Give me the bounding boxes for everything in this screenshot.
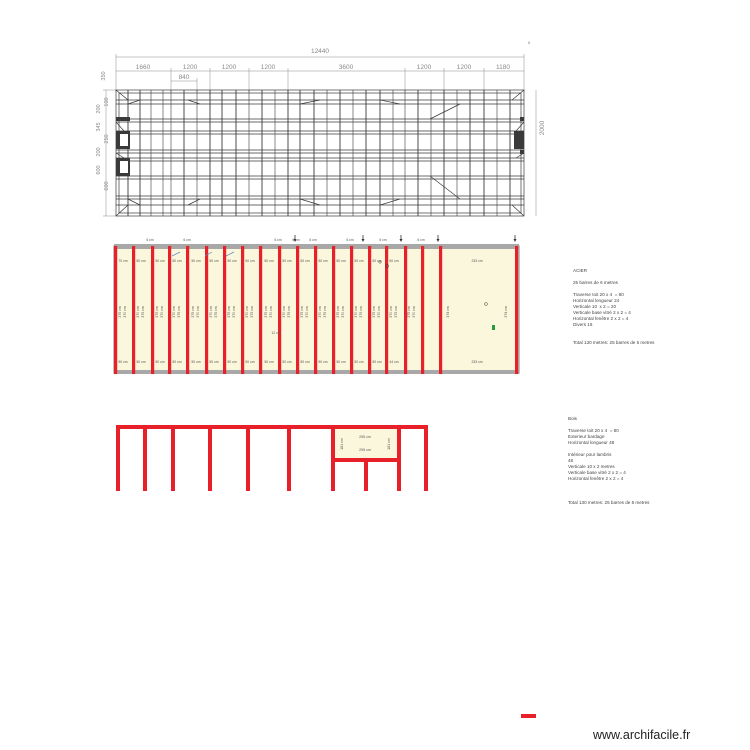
panel-height-label: 370 cm: [160, 306, 164, 318]
steel-bar: [314, 246, 317, 374]
steel-bar: [368, 246, 371, 374]
bois-notes: [568, 416, 649, 506]
gap-label: 6 cm: [379, 238, 387, 242]
segment-dim-label: 1200: [260, 64, 276, 71]
panel-height-label: 370 cm: [341, 306, 345, 318]
panel-height-label: 375 cm: [264, 306, 268, 318]
panel-top-label: 233 cm: [471, 259, 483, 263]
left-dim-label: 200: [96, 147, 102, 157]
panel-bottom-label: 50 cm: [282, 360, 292, 364]
steel-bar: [186, 246, 189, 374]
steel-bar: [332, 246, 335, 374]
panel-top-label: 50 cm: [300, 259, 310, 263]
panel-top-label: 50 cm: [389, 259, 399, 263]
bois-box-label: 181 cm: [387, 438, 391, 450]
panel-height-label: 370 cm: [282, 306, 286, 318]
panel-bottom-label: 50 cm: [354, 360, 364, 364]
panel-top-label: 50 cm: [245, 259, 255, 263]
panel-height-label: 370 cm: [318, 306, 322, 318]
frame-window-blocks: [116, 117, 524, 176]
panel-bottom-label: 50 cm: [245, 360, 255, 364]
steel-bar: [278, 246, 281, 374]
panel-height-label: 375 cm: [191, 306, 195, 318]
panel-top-label: 50 cm: [209, 259, 219, 263]
panel-height-label: 375 cm: [323, 306, 327, 318]
panel-bottom-label: 50 cm: [300, 360, 310, 364]
panel-height-label: 370 cm: [389, 306, 393, 318]
panel-top-label: 50 cm: [318, 259, 328, 263]
panel-height-label: 370 cm: [136, 306, 140, 318]
panel-top-label: 50 cm: [155, 259, 165, 263]
segment-dim-label: 1660: [135, 64, 151, 71]
corner-mark: 8: [527, 40, 531, 45]
panel-bottom-label: 50 cm: [136, 360, 146, 364]
arrow-marker: [400, 235, 403, 242]
note-line: Intérieur pour lambris: [568, 452, 612, 457]
watermark: www.archifacile.fr: [593, 728, 691, 742]
steel-bar: [421, 246, 424, 374]
segment-dim-label: 1200: [221, 64, 237, 71]
note-line: Exterieur bardage: [568, 434, 605, 439]
steel-bar: [205, 246, 208, 374]
panel-height-label: 375 cm: [336, 306, 340, 318]
note-line: Bois: [568, 416, 577, 421]
steel-bar: [223, 246, 226, 374]
steel-bar: [296, 246, 299, 374]
gap-label: 6 cm: [417, 238, 425, 242]
panel-height-label: 375 cm: [155, 306, 159, 318]
gap-label: 6 cm: [309, 238, 317, 242]
note-line: Verticale base vitré 2 x 2 = 4: [568, 470, 626, 475]
left-dim-label: 345: [96, 122, 102, 132]
panel-bottom-label: 50 cm: [172, 360, 182, 364]
steel-bar: [350, 246, 353, 374]
panel-height-label: 370 cm: [123, 306, 127, 318]
panel-height-label: 375 cm: [118, 306, 122, 318]
segment-dim-label: 1200: [456, 64, 472, 71]
panel-top-label: 50 cm: [264, 259, 274, 263]
panel-height-label: 375 cm: [214, 306, 218, 318]
sub-dim-label: 840: [178, 74, 190, 81]
wide-panel-label: 374 cm: [504, 306, 508, 318]
panel-height-label: 375 cm: [250, 306, 254, 318]
steel-bar: [439, 246, 442, 374]
steel-bar: [168, 246, 171, 374]
bois-plan: [116, 425, 428, 491]
gap-label: 6 cm: [292, 238, 300, 242]
panel-bottom-label: 50 cm: [118, 360, 128, 364]
panel-height-label: 375 cm: [394, 306, 398, 318]
panel-height-label: 370 cm: [377, 306, 381, 318]
gap-label: 6 cm: [183, 238, 191, 242]
panel-height-label: 370 cm: [232, 306, 236, 318]
panel-bottom-label: 50 cm: [227, 360, 237, 364]
panel-bottom-label: 50 cm: [336, 360, 346, 364]
panel-top-label: 50 cm: [354, 259, 364, 263]
segment-dim-label: 3600: [338, 64, 354, 71]
panel-bottom-label: 50 cm: [155, 360, 165, 364]
bois-box-label: 295 cm: [359, 448, 371, 452]
steel-bar: [151, 246, 154, 374]
panel-height-label: 375 cm: [287, 306, 291, 318]
note-line: Horizontal longueur 24: [573, 298, 620, 303]
note-line: Horizontal longueur 48: [568, 440, 615, 445]
segment-dim-label: 1200: [182, 64, 198, 71]
panel-height-label: 375 cm: [407, 306, 411, 318]
left-dim-label: 350: [101, 71, 107, 81]
panel-top-label: 50 cm: [372, 259, 382, 263]
red-marker: [521, 714, 536, 718]
panel-top-label: 50 cm: [336, 259, 346, 263]
panel-bottom-label: 50 cm: [264, 360, 274, 364]
arrow-marker: [437, 235, 440, 242]
panel-height-label: 370 cm: [172, 306, 176, 318]
gap-label: 6 cm: [274, 238, 282, 242]
arrow-marker: [362, 235, 365, 242]
panel-top-label: 50 cm: [282, 259, 292, 263]
left-dim-label: 100: [104, 97, 110, 107]
panel-bottom-label: 233 cm: [471, 360, 483, 364]
panel-height-label: 370 cm: [245, 306, 249, 318]
gap-label: 6 cm: [346, 238, 354, 242]
panel-top-label: 70 cm: [118, 259, 128, 263]
panel-height-label: 370 cm: [354, 306, 358, 318]
wide-panel-label: 374 cm: [446, 306, 450, 318]
acier-panel-plan: [114, 235, 519, 374]
panel-height-label: 370 cm: [412, 306, 416, 318]
panel-height-label: 375 cm: [177, 306, 181, 318]
steel-bar: [515, 246, 518, 374]
note-line: 25 barres de 6 metres: [573, 280, 618, 285]
panel-top-label: 50 cm: [136, 259, 146, 263]
left-dim-label: 600: [104, 181, 110, 191]
note-line: Horizontal fenêtre 2 x 2 = 4: [573, 316, 629, 321]
note-line: Verticale 10 x 2 = 20: [573, 304, 617, 309]
panel-height-label: 370 cm: [209, 306, 213, 318]
left-dim-label: 200: [96, 104, 102, 114]
panel-height-label: 370 cm: [305, 306, 309, 318]
note-line: Traverse toit 20 x 4 = 80: [568, 428, 619, 433]
left-dim-label: 250: [104, 134, 110, 144]
panel-height-label: 375 cm: [227, 306, 231, 318]
panel-bottom-label: 50 cm: [191, 360, 201, 364]
panel-top-label: 50 cm: [191, 259, 201, 263]
arrow-marker: [514, 235, 517, 242]
note-line: Total 130 metres: 25 barres de 6 metres: [568, 500, 650, 505]
steel-bar: [114, 246, 117, 374]
center-label: 12 cm: [271, 331, 281, 335]
panel-bottom-label: 50 cm: [318, 360, 328, 364]
acier-notes: [573, 268, 654, 346]
panel-height-label: 370 cm: [196, 306, 200, 318]
note-line: Verticale base vitré 2 x 2 = 4: [573, 310, 631, 315]
frame-window-openings: [120, 134, 128, 173]
bois-box-label: 181 cm: [340, 438, 344, 450]
total-dim-label: 12440: [310, 48, 330, 55]
gap-label: 6 cm: [146, 238, 154, 242]
steel-bar: [132, 246, 135, 374]
note-line: 48: [568, 458, 574, 463]
right-dim-label: 2000: [539, 120, 546, 136]
bois-box-label: 295 cm: [359, 435, 371, 439]
panel-height-label: 375 cm: [300, 306, 304, 318]
note-line: Total 130 metres: 25 barres de 6 metres: [573, 340, 655, 345]
panel-bottom-label: 50 cm: [209, 360, 219, 364]
note-line: Horizontal fenêtre 2 x 2 = 4: [568, 476, 624, 481]
panel-height-label: 375 cm: [359, 306, 363, 318]
steel-bar: [241, 246, 244, 374]
note-line: Divers 16: [573, 322, 593, 327]
left-dim-label: 600: [96, 165, 102, 175]
steel-bar: [259, 246, 262, 374]
note-line: Traverse toit 20 x 4 = 80: [573, 292, 624, 297]
segment-dim-label: 1180: [496, 64, 510, 71]
segment-dim-label: 1200: [416, 64, 432, 71]
panel-bottom-label: 44 cm: [389, 360, 399, 364]
panel-height-label: 375 cm: [372, 306, 376, 318]
note-line: ACIER: [573, 268, 588, 273]
panel-top-label: 50 cm: [227, 259, 237, 263]
panel-bottom-label: 50 cm: [372, 360, 382, 364]
frame-structure-plan: [116, 90, 524, 216]
note-line: Verticale 10 x 2 metres: [568, 464, 615, 469]
panel-height-label: 375 cm: [141, 306, 145, 318]
panel-height-label: 370 cm: [269, 306, 273, 318]
panel-top-label: 50 cm: [172, 259, 182, 263]
dimension-chain: [103, 54, 536, 216]
